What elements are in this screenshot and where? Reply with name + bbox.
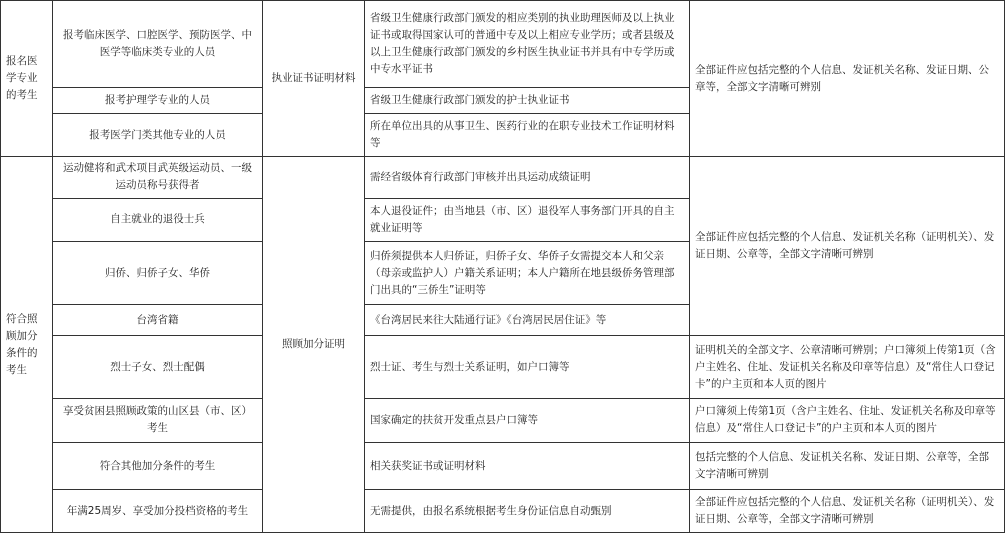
proof-cell: 无需提供，由报名系统根据考生身份证信息自动甄别 [365, 490, 690, 533]
proof-cell: 省级卫生健康行政部门颁发的护士执业证书 [365, 88, 690, 114]
table-row [1, 157, 1005, 199]
proof-cell: 本人退役证件；由当地县（市、区）退役军人事务部门开具的自主就业证明等 [365, 198, 690, 242]
condition-cell: 烈士子女、烈士配偶 [53, 336, 263, 399]
table-row [1, 399, 1005, 443]
requirement-cell: 证明机关的全部文字、公章清晰可辨别；户口簿须上传第1页（含户主姓名、住址、发证机关名称及印章等信息）及“常住人口登记卡”的户主页和本人页的图片 [690, 336, 1005, 399]
requirement-cell: 包括完整的个人信息、发证机关名称、发证日期、公章等，全部文字清晰可辨别 [690, 442, 1005, 490]
requirement-cell: 户口簿须上传第1页（含户主姓名、住址、发证机关名称及印章等信息）及“常住人口登记卡”的户主页和本人页的图片 [690, 399, 1005, 443]
condition-cell: 报考临床医学、口腔医学、预防医学、中医学等临床类专业的人员 [53, 1, 263, 88]
condition-cell: 年满25周岁、享受加分投档资格的考生 [53, 490, 263, 533]
condition-cell: 自主就业的退役士兵 [53, 198, 263, 242]
condition-cell: 符合其他加分条件的考生 [53, 442, 263, 490]
proof-cell: 省级卫生健康行政部门颁发的相应类别的执业助理医师及以上执业证书或取得国家认可的普通中专及以上相应专业学历；或者县级及以上卫生健康行政部门颁发的乡村医生执业证书并具有中专学历或中专水平证书 [365, 1, 690, 88]
table-row [1, 336, 1005, 399]
table-row [1, 490, 1005, 533]
category-cell: 报名医学专业的考生 [1, 1, 53, 157]
condition-cell: 归侨、归侨子女、华侨 [53, 242, 263, 305]
proof-cell: 国家确定的扶贫开发重点县户口簿等 [365, 399, 690, 443]
proof-cell: 归侨须提供本人归侨证，归侨子女、华侨子女需提交本人和父亲（母亲或监护人）户籍关系证明；本人户籍所在地县级侨务管理部门出具的“三侨生”证明等 [365, 242, 690, 305]
condition-cell: 运动健将和武术项目武英级运动员、一级运动员称号获得者 [53, 157, 263, 199]
condition-cell: 享受贫困县照顾政策的山区县（市、区）考生 [53, 399, 263, 443]
category-cell: 符合照顾加分条件的考生 [1, 157, 53, 533]
requirement-cell: 全部证件应包括完整的个人信息、发证机关名称、发证日期、公章等，全部文字清晰可辨别 [690, 1, 1005, 157]
condition-cell: 报考医学门类其他专业的人员 [53, 114, 263, 157]
material-type-cell: 执业证书证明材料 [263, 1, 365, 157]
condition-cell: 台湾省籍 [53, 304, 263, 335]
condition-cell: 报考护理学专业的人员 [53, 88, 263, 114]
material-type-cell: 照顾加分证明 [263, 157, 365, 533]
proof-cell: 所在单位出具的从事卫生、医药行业的在职专业技术工作证明材料等 [365, 114, 690, 157]
proof-cell: 需经省级体育行政部门审核并出具运动成绩证明 [365, 157, 690, 199]
table-row [1, 442, 1005, 490]
proof-cell: 烈士证、考生与烈士关系证明，如户口簿等 [365, 336, 690, 399]
proof-cell: 《台湾居民来往大陆通行证》《台湾居民居住证》等 [365, 304, 690, 335]
requirement-cell: 全部证件应包括完整的个人信息、发证机关名称（证明机关）、发证日期、公章等，全部文字清晰可辨别 [690, 157, 1005, 336]
proof-cell: 相关获奖证书或证明材料 [365, 442, 690, 490]
requirement-cell: 全部证件应包括完整的个人信息、发证机关名称（证明机关）、发证日期、公章等，全部文字清晰可辨别 [690, 490, 1005, 533]
table-row [1, 1, 1005, 88]
